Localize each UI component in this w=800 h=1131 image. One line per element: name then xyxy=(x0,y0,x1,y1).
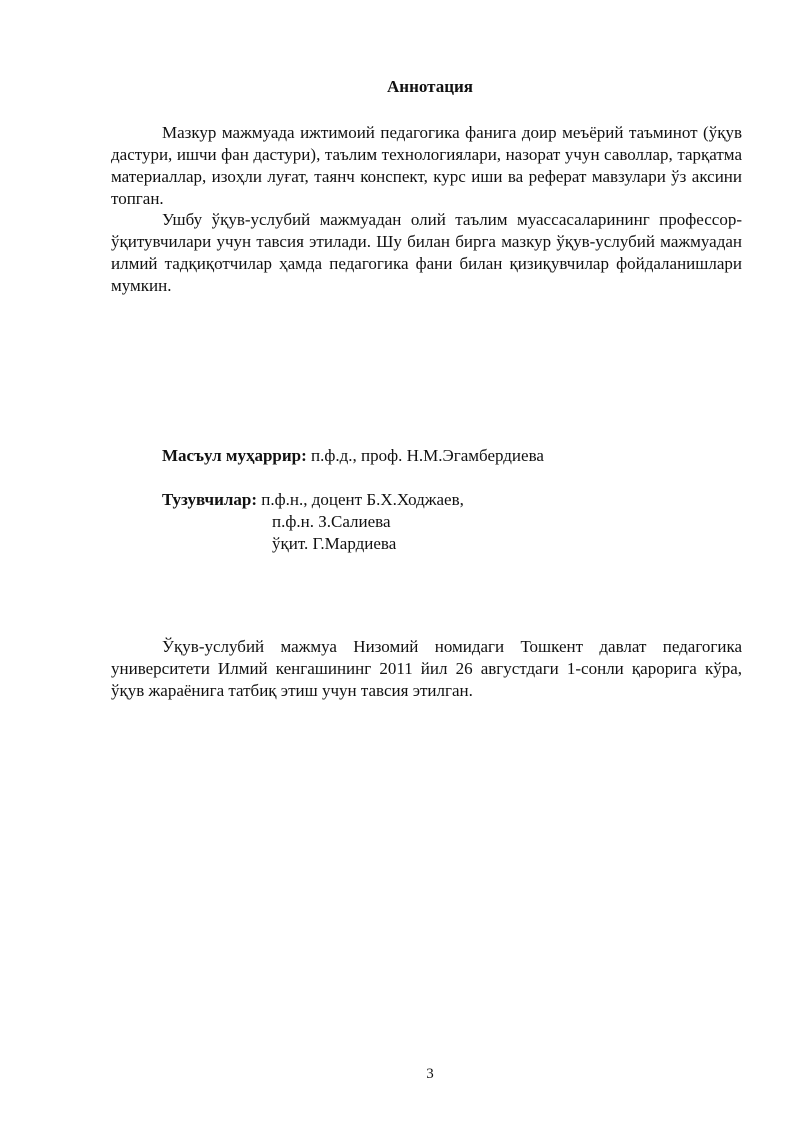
annotation-paragraph-1: Мазкур мажмуада ижтимоий педагогика фанига доир меъёрий таъминот (ўқув дастури, ишчи фан дастури), таълим технологиялари, назорат учун саволлар, тарқатма материаллар, изоҳли луғат, таянч конспект, курс иши ва реферат мавзулари ўз аксини топган. xyxy=(111,123,742,208)
page-number: 3 xyxy=(426,1066,434,1082)
compilers-label: Тузувчилар: xyxy=(162,490,258,509)
compiler-row xyxy=(162,533,464,555)
compiler-name: п.ф.н. З.Салиева xyxy=(272,512,391,531)
compiler-name: ўқит. Г.Мардиева xyxy=(272,534,397,553)
compiler-row xyxy=(162,511,464,533)
approval-paragraph: Ўқув-услубий мажмуа Низомий номидаги Тошкент давлат педагогика университети Илмий кенгашининг 2011 йил 26 августдаги 1-сонли қарорига кўра, ўқув жараёнига татбиқ этиш учун тавсия этилган. xyxy=(111,637,742,700)
editor-value: п.ф.д., проф. Н.М.Эгамбердиева xyxy=(306,446,544,465)
editor-label: Масъул муҳаррир: xyxy=(162,446,307,465)
annotation-paragraph-2: Ушбу ўқув-услубий мажмуадан олий таълим муассасаларининг профессор-ўқитувчилари учун тавсия этилади. Шу билан бирга мазкур ўқув-услубий мажмуадан илмий тадқиқотчилар ҳамда педагогика фани билан қизиқувчилар фойдаланишлари мумкин. xyxy=(111,210,742,295)
responsible-editor xyxy=(162,445,544,467)
compiler-row xyxy=(162,489,464,511)
compilers-block xyxy=(162,489,464,555)
compiler-name: п.ф.н., доцент Б.Х.Ходжаев, xyxy=(257,490,464,509)
document-title: Аннотация xyxy=(387,77,473,96)
